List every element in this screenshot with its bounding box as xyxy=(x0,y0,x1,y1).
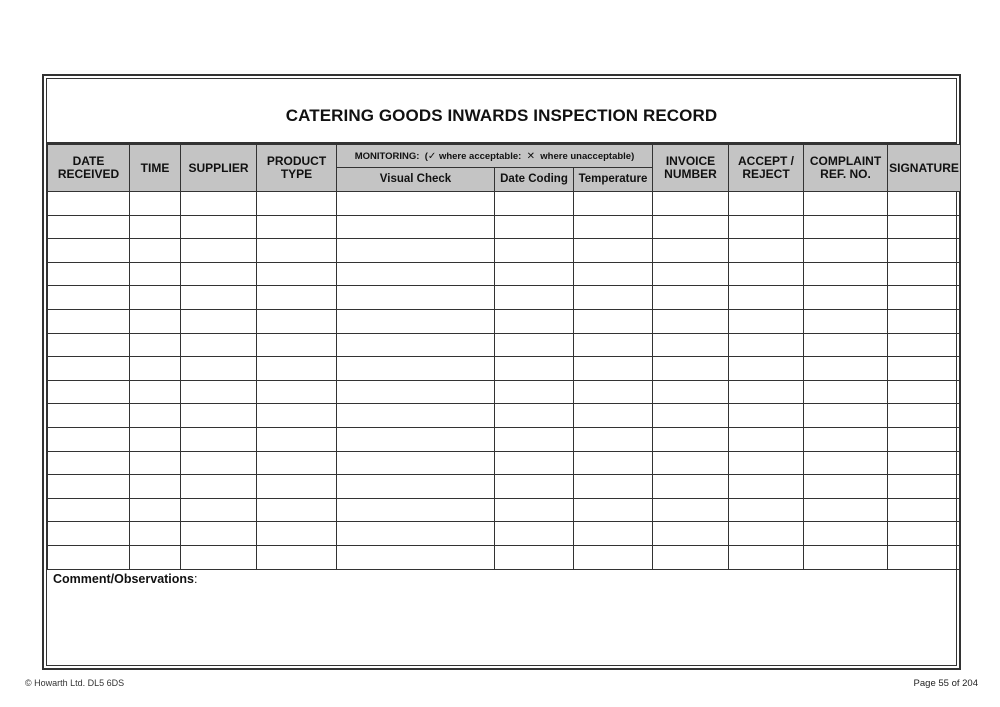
cell-product-type[interactable] xyxy=(257,286,337,310)
cell-time[interactable] xyxy=(130,309,181,333)
cell-complaint-ref[interactable] xyxy=(804,451,888,475)
cell-accept-reject[interactable] xyxy=(729,357,804,381)
cell-temperature[interactable] xyxy=(574,239,653,263)
cell-temperature[interactable] xyxy=(574,522,653,546)
cell-complaint-ref[interactable] xyxy=(804,215,888,239)
cell-invoice-number[interactable] xyxy=(653,262,729,286)
cell-date-coding[interactable] xyxy=(495,475,574,499)
cell-temperature[interactable] xyxy=(574,475,653,499)
form-title: CATERING GOODS INWARDS INSPECTION RECORD xyxy=(285,105,718,125)
cell-time[interactable] xyxy=(130,522,181,546)
cell-signature[interactable] xyxy=(888,475,961,499)
cell-accept-reject[interactable] xyxy=(729,192,804,216)
cell-invoice-number[interactable] xyxy=(653,522,729,546)
cross-icon: ✕ xyxy=(526,150,535,162)
cell-visual-check[interactable] xyxy=(337,309,495,333)
cell-supplier[interactable] xyxy=(181,262,257,286)
cell-product-type[interactable] xyxy=(257,262,337,286)
cell-supplier[interactable] xyxy=(181,498,257,522)
cell-visual-check[interactable] xyxy=(337,262,495,286)
cell-accept-reject[interactable] xyxy=(729,309,804,333)
cell-supplier[interactable] xyxy=(181,286,257,310)
cell-date-received[interactable] xyxy=(48,192,130,216)
cell-invoice-number[interactable] xyxy=(653,357,729,381)
cell-signature[interactable] xyxy=(888,286,961,310)
cell-visual-check[interactable] xyxy=(337,522,495,546)
cell-invoice-number[interactable] xyxy=(653,427,729,451)
table-row xyxy=(48,451,961,475)
cell-supplier[interactable] xyxy=(181,309,257,333)
cell-temperature[interactable] xyxy=(574,333,653,357)
cell-visual-check[interactable] xyxy=(337,404,495,428)
cell-supplier[interactable] xyxy=(181,427,257,451)
table-row xyxy=(48,380,961,404)
cell-signature[interactable] xyxy=(888,498,961,522)
cell-temperature[interactable] xyxy=(574,451,653,475)
cell-date-received[interactable] xyxy=(48,380,130,404)
table-row xyxy=(48,522,961,546)
cell-time[interactable] xyxy=(130,239,181,263)
cell-time[interactable] xyxy=(130,451,181,475)
header-date-received: DATE RECEIVED xyxy=(48,145,130,192)
footer-copyright: © Howarth Ltd. DL5 6DS xyxy=(25,678,125,688)
header-product-type: PRODUCT TYPE xyxy=(257,145,337,192)
table-row xyxy=(48,262,961,286)
cell-accept-reject[interactable] xyxy=(729,239,804,263)
cell-complaint-ref[interactable] xyxy=(804,427,888,451)
table-row xyxy=(48,475,961,499)
cell-complaint-ref[interactable] xyxy=(804,239,888,263)
cell-visual-check[interactable] xyxy=(337,357,495,381)
cell-supplier[interactable] xyxy=(181,545,257,569)
cell-product-type[interactable] xyxy=(257,522,337,546)
cell-temperature[interactable] xyxy=(574,380,653,404)
cell-accept-reject[interactable] xyxy=(729,427,804,451)
cell-date-received[interactable] xyxy=(48,404,130,428)
table-row xyxy=(48,215,961,239)
cell-temperature[interactable] xyxy=(574,309,653,333)
cell-invoice-number[interactable] xyxy=(653,545,729,569)
header-complaint-ref: COMPLAINT REF. NO. xyxy=(804,145,888,192)
cell-visual-check[interactable] xyxy=(337,451,495,475)
cell-visual-check[interactable] xyxy=(337,286,495,310)
cell-accept-reject[interactable] xyxy=(729,262,804,286)
cell-date-coding[interactable] xyxy=(495,545,574,569)
cell-time[interactable] xyxy=(130,380,181,404)
cell-date-received[interactable] xyxy=(48,286,130,310)
cell-date-received[interactable] xyxy=(48,451,130,475)
cell-signature[interactable] xyxy=(888,404,961,428)
header-supplier: SUPPLIER xyxy=(181,145,257,192)
comments-area[interactable] xyxy=(47,569,956,665)
cell-accept-reject[interactable] xyxy=(729,451,804,475)
cell-date-received[interactable] xyxy=(48,239,130,263)
cell-product-type[interactable] xyxy=(257,545,337,569)
cell-date-received[interactable] xyxy=(48,427,130,451)
cell-product-type[interactable] xyxy=(257,333,337,357)
header-temperature: Temperature xyxy=(574,168,653,192)
cell-time[interactable] xyxy=(130,498,181,522)
cell-accept-reject[interactable] xyxy=(729,522,804,546)
cell-supplier[interactable] xyxy=(181,333,257,357)
cell-accept-reject[interactable] xyxy=(729,333,804,357)
cell-time[interactable] xyxy=(130,404,181,428)
table-row xyxy=(48,239,961,263)
cell-visual-check[interactable] xyxy=(337,192,495,216)
table-row xyxy=(48,498,961,522)
cell-product-type[interactable] xyxy=(257,404,337,428)
cell-date-received[interactable] xyxy=(48,475,130,499)
cell-signature[interactable] xyxy=(888,215,961,239)
cell-accept-reject[interactable] xyxy=(729,215,804,239)
cell-complaint-ref[interactable] xyxy=(804,545,888,569)
check-icon: ✓ xyxy=(427,150,437,162)
cell-visual-check[interactable] xyxy=(337,239,495,263)
cell-date-coding[interactable] xyxy=(495,286,574,310)
cell-invoice-number[interactable] xyxy=(653,475,729,499)
cell-date-received[interactable] xyxy=(48,262,130,286)
cell-time[interactable] xyxy=(130,427,181,451)
cell-signature[interactable] xyxy=(888,357,961,381)
cell-signature[interactable] xyxy=(888,380,961,404)
cell-complaint-ref[interactable] xyxy=(804,309,888,333)
cell-invoice-number[interactable] xyxy=(653,192,729,216)
footer-page-number: Page 55 of 204 xyxy=(913,678,978,689)
cell-invoice-number[interactable] xyxy=(653,309,729,333)
cell-date-coding[interactable] xyxy=(495,215,574,239)
cell-product-type[interactable] xyxy=(257,451,337,475)
cell-product-type[interactable] xyxy=(257,427,337,451)
table-row xyxy=(48,427,961,451)
cell-visual-check[interactable] xyxy=(337,427,495,451)
table-row xyxy=(48,545,961,569)
cell-product-type[interactable] xyxy=(257,215,337,239)
cell-date-coding[interactable] xyxy=(495,333,574,357)
cell-temperature[interactable] xyxy=(574,192,653,216)
cell-date-coding[interactable] xyxy=(495,357,574,381)
cell-date-received[interactable] xyxy=(48,333,130,357)
cell-complaint-ref[interactable] xyxy=(804,475,888,499)
cell-invoice-number[interactable] xyxy=(653,498,729,522)
cell-date-received[interactable] xyxy=(48,498,130,522)
cell-accept-reject[interactable] xyxy=(729,545,804,569)
cell-supplier[interactable] xyxy=(181,192,257,216)
cell-invoice-number[interactable] xyxy=(653,333,729,357)
title-band xyxy=(47,79,956,144)
cell-visual-check[interactable] xyxy=(337,333,495,357)
cell-product-type[interactable] xyxy=(257,380,337,404)
cell-signature[interactable] xyxy=(888,451,961,475)
cell-date-coding[interactable] xyxy=(495,522,574,546)
cell-date-coding[interactable] xyxy=(495,192,574,216)
cell-temperature[interactable] xyxy=(574,545,653,569)
cell-date-received[interactable] xyxy=(48,357,130,381)
cell-supplier[interactable] xyxy=(181,357,257,381)
header-invoice-number: INVOICE NUMBER xyxy=(653,145,729,192)
form-frame xyxy=(42,74,961,670)
cell-time[interactable] xyxy=(130,333,181,357)
cell-supplier[interactable] xyxy=(181,475,257,499)
cell-complaint-ref[interactable] xyxy=(804,333,888,357)
cell-supplier[interactable] xyxy=(181,404,257,428)
cell-date-received[interactable] xyxy=(48,215,130,239)
table-row xyxy=(48,357,961,381)
cell-signature[interactable] xyxy=(888,522,961,546)
cell-complaint-ref[interactable] xyxy=(804,380,888,404)
cell-invoice-number[interactable] xyxy=(653,215,729,239)
cell-supplier[interactable] xyxy=(181,451,257,475)
cell-invoice-number[interactable] xyxy=(653,404,729,428)
cell-accept-reject[interactable] xyxy=(729,498,804,522)
cell-date-coding[interactable] xyxy=(495,427,574,451)
header-signature: SIGNATURE xyxy=(888,145,961,192)
cell-date-received[interactable] xyxy=(48,522,130,546)
cell-visual-check[interactable] xyxy=(337,475,495,499)
cell-accept-reject[interactable] xyxy=(729,380,804,404)
cell-supplier[interactable] xyxy=(181,522,257,546)
inspection-table xyxy=(47,144,961,570)
cell-product-type[interactable] xyxy=(257,498,337,522)
cell-complaint-ref[interactable] xyxy=(804,262,888,286)
cell-time[interactable] xyxy=(130,475,181,499)
cell-supplier[interactable] xyxy=(181,380,257,404)
cell-signature[interactable] xyxy=(888,192,961,216)
cell-temperature[interactable] xyxy=(574,286,653,310)
cell-time[interactable] xyxy=(130,215,181,239)
cell-invoice-number[interactable] xyxy=(653,451,729,475)
cell-complaint-ref[interactable] xyxy=(804,286,888,310)
cell-temperature[interactable] xyxy=(574,215,653,239)
cell-product-type[interactable] xyxy=(257,239,337,263)
header-time: TIME xyxy=(130,145,181,192)
cell-signature[interactable] xyxy=(888,333,961,357)
cell-date-coding[interactable] xyxy=(495,262,574,286)
cell-visual-check[interactable] xyxy=(337,498,495,522)
cell-visual-check[interactable] xyxy=(337,380,495,404)
cell-supplier[interactable] xyxy=(181,215,257,239)
cell-signature[interactable] xyxy=(888,427,961,451)
cell-complaint-ref[interactable] xyxy=(804,498,888,522)
cell-visual-check[interactable] xyxy=(337,215,495,239)
cell-complaint-ref[interactable] xyxy=(804,404,888,428)
cell-date-received[interactable] xyxy=(48,545,130,569)
cell-date-coding[interactable] xyxy=(495,498,574,522)
cell-invoice-number[interactable] xyxy=(653,286,729,310)
cell-signature[interactable] xyxy=(888,262,961,286)
cell-signature[interactable] xyxy=(888,309,961,333)
table-row xyxy=(48,286,961,310)
cell-temperature[interactable] xyxy=(574,404,653,428)
cell-invoice-number[interactable] xyxy=(653,380,729,404)
cell-accept-reject[interactable] xyxy=(729,286,804,310)
cell-date-coding[interactable] xyxy=(495,239,574,263)
cell-date-received[interactable] xyxy=(48,309,130,333)
cell-invoice-number[interactable] xyxy=(653,239,729,263)
cell-date-coding[interactable] xyxy=(495,404,574,428)
cell-product-type[interactable] xyxy=(257,309,337,333)
cell-accept-reject[interactable] xyxy=(729,475,804,499)
cell-date-coding[interactable] xyxy=(495,451,574,475)
cell-signature[interactable] xyxy=(888,239,961,263)
cell-product-type[interactable] xyxy=(257,357,337,381)
cell-accept-reject[interactable] xyxy=(729,404,804,428)
cell-complaint-ref[interactable] xyxy=(804,192,888,216)
cell-visual-check[interactable] xyxy=(337,545,495,569)
cell-signature[interactable] xyxy=(888,545,961,569)
cell-time[interactable] xyxy=(130,192,181,216)
cell-date-coding[interactable] xyxy=(495,309,574,333)
cell-complaint-ref[interactable] xyxy=(804,357,888,381)
cell-temperature[interactable] xyxy=(574,427,653,451)
table-row xyxy=(48,192,961,216)
cell-supplier[interactable] xyxy=(181,239,257,263)
header-accept-reject: ACCEPT / REJECT xyxy=(729,145,804,192)
header-visual-check: Visual Check xyxy=(337,168,495,192)
cell-time[interactable] xyxy=(130,286,181,310)
cell-complaint-ref[interactable] xyxy=(804,522,888,546)
cell-temperature[interactable] xyxy=(574,357,653,381)
cell-date-coding[interactable] xyxy=(495,380,574,404)
cell-temperature[interactable] xyxy=(574,498,653,522)
cell-product-type[interactable] xyxy=(257,475,337,499)
comments-label: Comment/Observations: xyxy=(53,572,198,586)
cell-time[interactable] xyxy=(130,357,181,381)
table-row xyxy=(48,333,961,357)
cell-product-type[interactable] xyxy=(257,192,337,216)
cell-time[interactable] xyxy=(130,545,181,569)
cell-time[interactable] xyxy=(130,262,181,286)
table-row xyxy=(48,404,961,428)
table-row xyxy=(48,309,961,333)
header-monitoring: MONITORING: (✓ where acceptable: ✕ where unacceptable) xyxy=(337,145,653,168)
header-date-coding: Date Coding xyxy=(495,168,574,192)
form-inner-border xyxy=(46,78,957,666)
cell-temperature[interactable] xyxy=(574,262,653,286)
